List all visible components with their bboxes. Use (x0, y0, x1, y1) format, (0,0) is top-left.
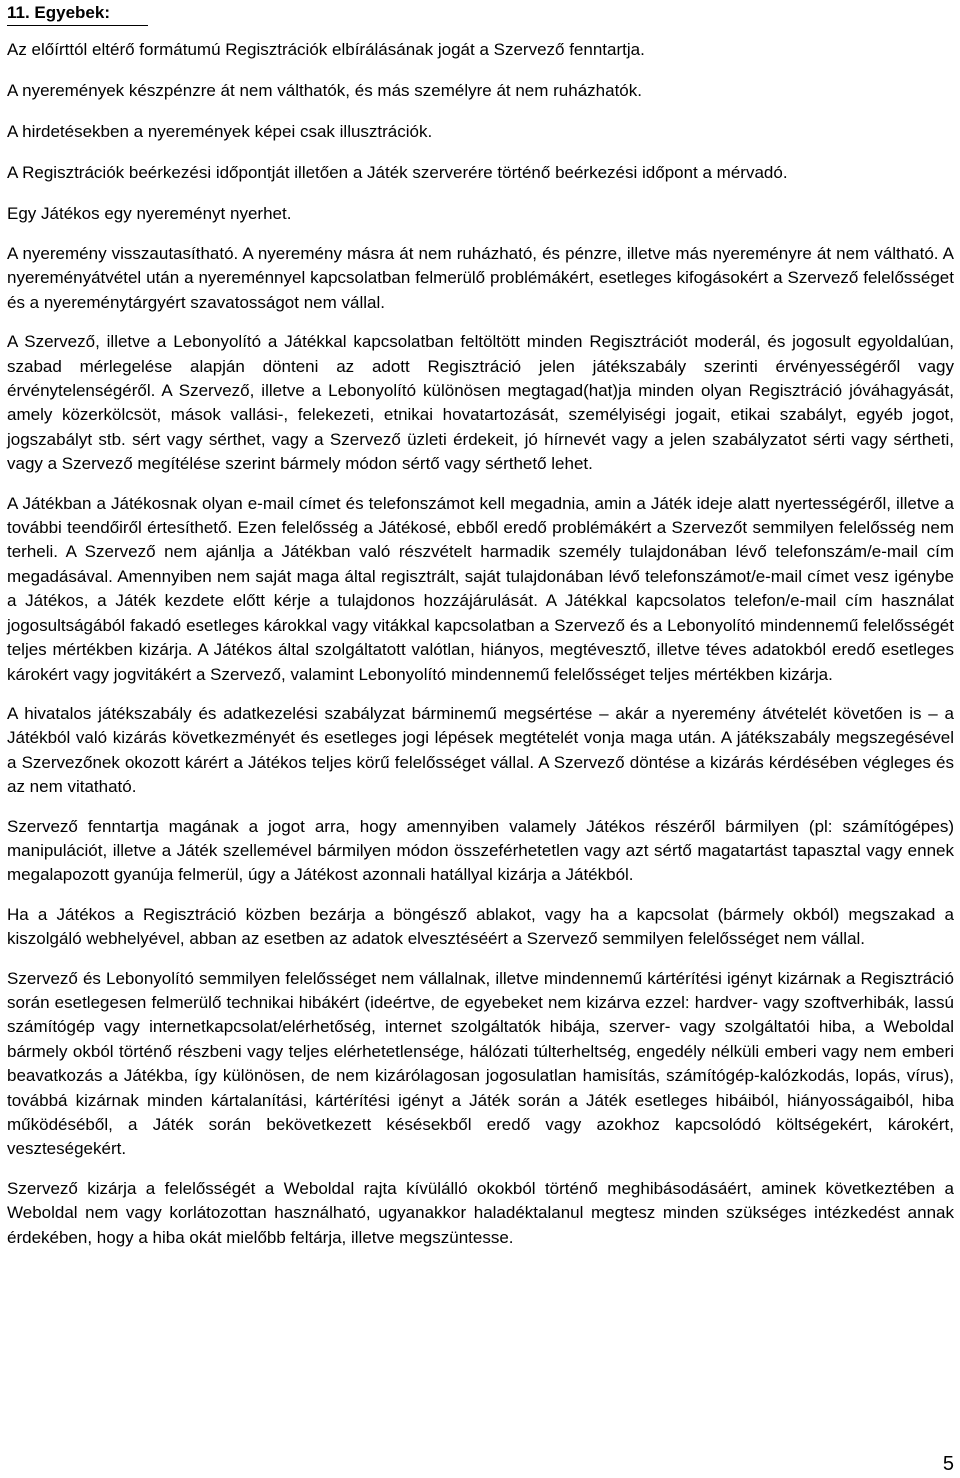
paragraph-moderation: A Szervező, illetve a Lebonyolító a Játékkal kapcsolatban feltöltött minden Regisztrációt moderál, és jogosult egyoldalúan, szabad mérlegelése alapján dönteni az adott Regisztráció jelen játékszabály szerinti érvényességéről vagy érvénytelenségéről. A Szervező, illetve a Lebonyolító különösen megtagad(hat)ja minden olyan Regisztráció jóváhagyását, amely közerkölcsöt, mások vallási-, felekezeti, etnikai hovatartozását, személyiségi jogait, etikai szabályt, egyéb jogot, jogszabályt stb. sért vagy sérthet, vagy a Szervező üzleti érdekeit, jó hírnevét vagy a jelen szabályzatot sérti vagy sértheti, vagy a Szervező megítélése szerint bármely módon sértő vagy sérthető lehet. (7, 332, 954, 474)
paragraph-rule-violation: A hivatalos játékszabály és adatkezelési szabályzat bárminemű megsértése – akár a nyeremény átvételét követően is – a Játékból való kizárás következményét és esetleges jogi lépések megtételét vonja maga után. A játékszabály megszegésével a Szervezőnek okozott kárért a Játékos teljes körű felelősséget vállal. A Szervező döntése a kizárás kérdésében végleges és az nem vitatható. (7, 703, 954, 797)
paragraph-contact-details: A Játékban a Játékosnak olyan e-mail címet és telefonszámot kell megadnia, amin a Játék ideje alatt nyertességéről, illetve a további teendőiről értesíthető. Ezen felelősség a Játékosé, ebből eredő problémákért a Szervezőt semmilyen felelősség nem terheli. A Szervező nem ajánlja a Játékban való részvételt harmadik személy tulajdonában lévő telefonszám/e-mail cím megadásával. Amennyiben nem saját maga által regisztrált, saját tulajdonában lévő telefonszámot/e-mail címet vesz igénybe a Játékos, a Játék kezdete előtt kérje a tulajdonos hozzájárulását. A Játékkal kapcsolatos telefon/e-mail cím használat jogosultságából fakadó esetleges károkkal vagy vitákkal kapcsolatban a Szervező és a Lebonyolító mindennemű felelősségét teljes mértékben kizárja. A Játékos által szolgáltatott valótlan, hiányos, megtévesztő, illetve téves adatokból eredő esetleges károkért vagy jogvitákért a Szervező, valamint Lebonyolító mindennemű felelősséget teljes mértékben kizárja. (7, 493, 954, 684)
paragraph-manipulation: Szervező fenntartja magának a jogot arra, hogy amennyiben valamely Játékos részéről bármilyen (pl: számítógépes) manipulációt, illetve a Játék szellemével bármilyen módon összeférhetetlen vagy azt sértő magatartást tapasztal vagy ennek megalapozott gyanúja felmerül, úgy a Játékost azonnali hatállyal kizárja a Játékból. (7, 816, 954, 885)
statement-format: Az előírttól eltérő formátumú Regisztrációk elbírálásának jogát a Szervező fenntartja. (7, 40, 645, 59)
statement-cash: A nyeremények készpénzre át nem válthatók, és más személyre át nem ruházhatók. (7, 81, 642, 100)
paragraph-website-failure: Szervező kizárja a felelősségét a Weboldal rajta kívülálló okokból történő meghibásodásáért, aminek következtében a Weboldal nem vagy korlátozottan használható, ugyanakkor haladéktalanul megtesz minden szükséges intézkedést annak érdekében, hogy a hiba okát mielőbb feltárja, illetve megszüntesse. (7, 1178, 954, 1247)
paragraph-technical-errors: Szervező és Lebonyolító semmilyen felelősséget nem vállalnak, illetve mindennemű kártérítési igényt kizárnak a Regisztráció során esetlegesen felmerülő technikai hibákért (ideértve, de egyebeket nem kizárva ezzel: hardver- vagy szoftverhibák, lassú számítógép vagy internetkapcsolat/elérhetőség, internet szolgáltatók hibája, szerver- vagy szolgáltatói hiba, a Weboldal bármely okból történő részbeni vagy teljes elérhetetlensége, hálózati túlterheltség, engedély nélküli emberi vagy nem emberi beavatkozás a Játékba, így különösen, de nem kizárólagosan jogosulatlan hamisítás, számítógép-kalózkodás, lopás, vírus), továbbá kizárnak minden kártalanítási, kártérítési igényt a Játék során a Játék esetleges hibáiból, hiányosságaiból, hiba működéséből, a Játék során bekövetkezett késésekből eredő vagy azokhoz kapcsolódó költségekért, károkért, veszteségekért. (7, 968, 954, 1159)
statement-arrival-time: A Regisztrációk beérkezési időpontját illetően a Játék szerverére történő beérkezési időpont a mérvadó. (7, 163, 788, 182)
section-heading: 11. Egyebek: (7, 0, 148, 25)
statement-one-prize: Egy Játékos egy nyereményt nyerhet. (7, 204, 292, 223)
statement-illustrations: A hirdetésekben a nyeremények képei csak illusztrációk. (7, 122, 433, 141)
short-statements (7, 38, 954, 226)
paragraph-refusal: A nyeremény visszautasítható. A nyeremény másra át nem ruházható, és pénzre, illetve más nyereményre át nem váltható. A nyereményátvétel után a nyereménnyel kapcsolatban felmerülő problémákért, esetleges kifogásokért a Szervező felelősséget és a nyereménytárgyért szavatosságot nem vállal. (7, 244, 954, 312)
document-page (7, 0, 954, 1250)
page-number: 5 (942, 1453, 954, 1475)
paragraph-browser-close: Ha a Játékos a Regisztráció közben bezárja a böngésző ablakot, vagy ha a kapcsolat (bármely okból) megszakad a kiszolgáló webhelyével, abban az esetben az adatok elvesztéséért a Szervező semmilyen felelősséget nem vállal. (7, 904, 954, 949)
